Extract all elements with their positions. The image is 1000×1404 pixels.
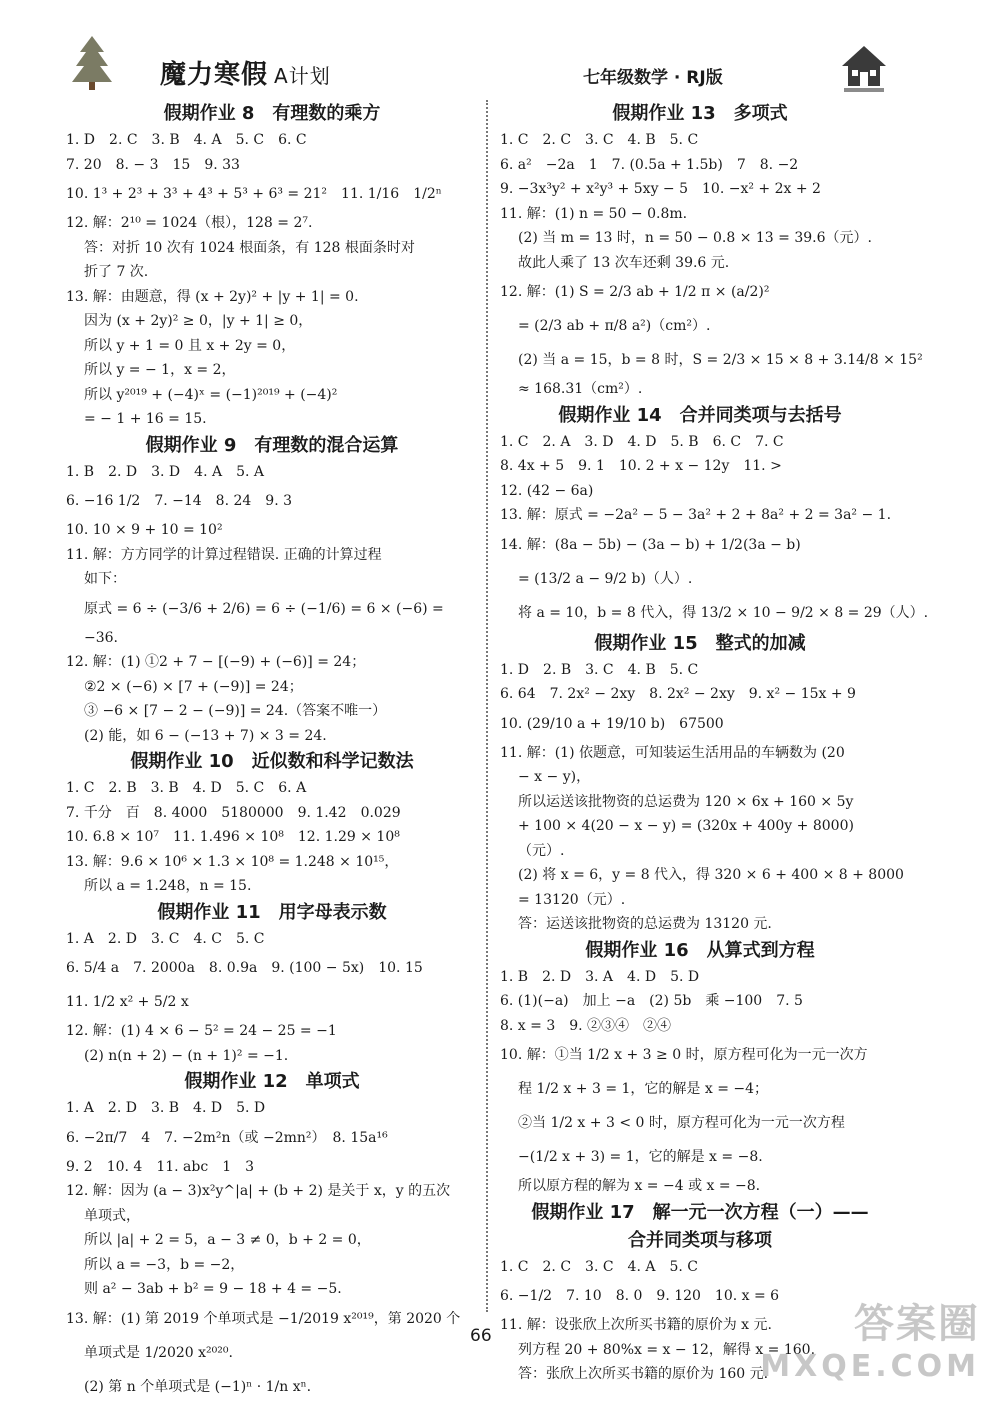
answer-line: 1. A 2. D 3. C 4. C 5. C bbox=[66, 930, 265, 947]
answer-line: 8. 4x + 5 9. 1 10. 2 + x − 12y 11. > bbox=[500, 458, 782, 474]
answer-section bbox=[66, 748, 478, 899]
answer-line: 6. 64 7. 2x² − 2xy 8. 2x² − 2xy 9. x² − 15x + 9 bbox=[500, 686, 856, 702]
brand-subtitle: A计划 bbox=[274, 64, 331, 88]
christmas-tree-icon bbox=[70, 34, 114, 92]
answer-line: 6. −1/2 7. 10 8. 0 9. 120 10. x = 6 bbox=[500, 1288, 780, 1304]
answer-line: 10. 10 × 9 + 10 = 10² bbox=[66, 522, 223, 538]
answer-line: 单项式， bbox=[84, 1207, 140, 1224]
answer-line: 将 a = 10，b = 8 代入，得 13/2 × 10 − 9/2 × 8 = 29（人）. bbox=[518, 604, 929, 621]
section-title: 假期作业 15 整式的加减 bbox=[594, 632, 806, 654]
answer-line: (2) n(n + 2) − (n + 1)² = −1. bbox=[84, 1047, 289, 1064]
answer-line: (2) 第 n 个单项式是 (−1)ⁿ · 1/n xⁿ. bbox=[84, 1378, 312, 1395]
answer-line: 1. D 2. B 3. C 4. B 5. C bbox=[500, 661, 699, 678]
answer-line: 10. 6.8 × 10⁷ 11. 1.496 × 10⁸ 12. 1.29 × 10⁸ bbox=[66, 829, 400, 845]
section-title: 假期作业 14 合并同类项与去括号 bbox=[558, 404, 842, 426]
answer-line: 答：对折 10 次有 1024 根面条，有 128 根面条时对 bbox=[84, 239, 415, 256]
section-title: 假期作业 17 解一元一次方程（一）—— 合并同类项与移项 bbox=[531, 1201, 869, 1251]
answer-line: 9. −3x³y² + x²y³ + 5xy − 5 10. −x² + 2x + 2 bbox=[500, 181, 821, 197]
answer-line: 13. 解：(1) 第 2019 个单项式是 −1/2019 x²⁰¹⁹，第 2020 个 bbox=[66, 1310, 461, 1327]
answer-line: 7. 千分 百 8. 4000 5180000 9. 1.42 0.029 bbox=[66, 804, 401, 821]
answer-line: 所以原方程的解为 x = −4 或 x = −8. bbox=[518, 1178, 761, 1194]
answer-line: ②当 1/2 x + 3 < 0 时，原方程可化为一元一次方程 bbox=[518, 1115, 845, 1131]
answer-line: 11. 解：(1) 依题意，可知装运生活用品的车辆数为 (20 bbox=[500, 744, 845, 761]
answer-line: 12. (42 − 6a) bbox=[500, 482, 594, 499]
watermark bbox=[760, 1292, 980, 1384]
answer-line: 1. D 2. C 3. B 4. A 5. C 6. C bbox=[66, 132, 307, 148]
answer-line: = 13120（元）. bbox=[518, 891, 626, 908]
answer-line: 6. −16 1/2 7. −14 8. 24 9. 3 bbox=[66, 493, 293, 509]
answer-line: 13. 解：原式 = −2a² − 5 − 3a² + 2 + 8a² + 2 = 3a² − 1. bbox=[500, 507, 892, 523]
answer-line: 故此人乘了 13 次车还剩 39.6 元. bbox=[518, 254, 730, 271]
answer-line: 11. 1/2 x² + 5/2 x bbox=[66, 994, 189, 1010]
answer-line: ③ −6 × [7 − 2 − (−9)] = 24.（答案不唯一） bbox=[84, 703, 387, 719]
answer-line: (2) 将 x = 6，y = 8 代入，得 320 × 6 + 400 × 8 + 8000 bbox=[518, 867, 904, 883]
column-divider bbox=[486, 100, 488, 1312]
answer-line: 1. C 2. C 3. C 4. B 5. C bbox=[500, 132, 699, 148]
answer-line: (2) 当 m = 13 时，n = 50 − 0.8 × 13 = 39.6（元）. bbox=[518, 230, 872, 246]
house-icon bbox=[838, 42, 890, 94]
answer-line: 因为 (x + 2y)² ≥ 0，|y + 1| ≥ 0， bbox=[84, 313, 313, 329]
answer-line: 7. 20 8. − 3 15 9. 33 bbox=[66, 156, 240, 173]
answer-section bbox=[500, 630, 904, 937]
answer-line: −36. bbox=[84, 629, 118, 646]
answer-line: 如下： bbox=[84, 571, 126, 587]
answer-line: 程 1/2 x + 3 = 1，它的解是 x = −4； bbox=[518, 1081, 769, 1097]
answer-line: 6. (1)(−a) 加上 −a (2) 5b 乘 −100 7. 5 bbox=[500, 993, 803, 1009]
answer-line: (2) 能，如 6 − (−13 + 7) × 3 = 24. bbox=[84, 727, 327, 744]
answer-line: −(1/2 x + 3) = 1，它的解是 x = −8. bbox=[518, 1149, 763, 1165]
answer-line: 11. 解：设张欣上次所买书籍的原价为 x 元. bbox=[500, 1317, 772, 1333]
section-title: 假期作业 12 单项式 bbox=[184, 1071, 360, 1092]
answer-line: 所以运送该批物资的总运费为 120 × 6x + 160 × 5y bbox=[518, 793, 854, 810]
watermark-text: 答案圈 bbox=[854, 1301, 980, 1347]
answer-line: 10. (29/10 a + 19/10 b) 67500 bbox=[500, 715, 724, 732]
answer-line: 列方程 20 + 80%x = x − 12，解得 x = 160. bbox=[518, 1341, 816, 1358]
brand-title bbox=[160, 54, 331, 91]
answer-line: 则 a² − 3ab + b² = 9 − 18 + 4 = −5. bbox=[84, 1281, 342, 1297]
answer-line: 11. 解：(1) n = 50 − 0.8m. bbox=[500, 205, 688, 222]
answer-section bbox=[66, 100, 478, 432]
answer-line: 14. 解：(8a − 5b) − (3a − b) + 1/2(3a − b) bbox=[500, 536, 801, 553]
brand-name: 魔力寒假 bbox=[160, 60, 269, 90]
answer-line: 10. 1³ + 2³ + 3³ + 4³ + 5³ + 6³ = 21² 11. 1/16 1/2ⁿ bbox=[66, 186, 442, 202]
answer-line: 所以 a = 1.248，n = 15. bbox=[84, 878, 252, 894]
answer-section bbox=[66, 899, 478, 1069]
section-title: 假期作业 16 从算式到方程 bbox=[585, 939, 815, 961]
answer-line: 所以 a = −3，b = −2， bbox=[84, 1256, 245, 1273]
answer-line: 1. A 2. D 3. B 4. D 5. D bbox=[66, 1100, 266, 1116]
answer-section bbox=[500, 937, 900, 1199]
answer-line: 1. C 2. A 3. D 4. D 5. B 6. C 7. C bbox=[500, 433, 784, 450]
answer-section bbox=[500, 100, 923, 402]
answer-line: 6. a² −2a 1 7. (0.5a + 1.5b) 7 8. −2 bbox=[500, 156, 799, 173]
answer-line: (2) 当 a = 15，b = 8 时，S = 2/3 × 15 × 8 + 3.14/8 × 15² bbox=[518, 352, 923, 368]
answer-line: 12. 解：(1) S = 2/3 ab + 1/2 π × (a/2)² bbox=[500, 284, 770, 300]
section-title: 假期作业 11 用字母表示数 bbox=[157, 901, 387, 923]
page-header bbox=[0, 0, 1000, 96]
answer-line: 所以 y + 1 = 0 且 x + 2y = 0， bbox=[84, 337, 296, 354]
answer-line: （元）. bbox=[518, 842, 565, 859]
answer-line: 1. B 2. D 3. D 4. A 5. A bbox=[66, 463, 264, 480]
answer-line: 原式 = 6 ÷ (−3/6 + 2/6) = 6 ÷ (−1/6) = 6 × (−6) = bbox=[84, 600, 444, 617]
answer-line: = (2/3 ab + π/8 a²)（cm²）. bbox=[518, 318, 711, 334]
grade-label: 七年级数学 · RJ版 bbox=[583, 68, 723, 88]
answer-line: 答：张欣上次所买书籍的原价为 160 元. bbox=[518, 1366, 769, 1382]
answer-line: 11. 解：方方同学的计算过程错误. 正确的计算过程 bbox=[66, 546, 382, 563]
left-column bbox=[66, 100, 478, 1404]
answer-line: 12. 解：因为 (a − 3)x²y^|a| + (b + 2) 是关于 x，y 的五次 bbox=[66, 1183, 451, 1199]
answer-line: = − 1 + 16 = 15. bbox=[84, 411, 207, 427]
watermark-url: MXQE.COM bbox=[760, 1349, 980, 1384]
answer-line: 1. B 2. D 3. A 4. D 5. D bbox=[500, 968, 700, 985]
answer-line: 8. x = 3 9. ②③④ ②④ bbox=[500, 1017, 672, 1034]
answer-line: 折了 7 次. bbox=[84, 264, 149, 280]
answer-line: 9. 2 10. 4 11. abc 1 3 bbox=[66, 1158, 255, 1175]
answer-line: 1. C 2. C 3. C 4. A 5. C bbox=[500, 1258, 698, 1275]
answer-line: 12. 解：2¹⁰ = 1024（根），128 = 2⁷. bbox=[66, 215, 313, 231]
answer-line: = (13/2 a − 9/2 b)（人）. bbox=[518, 570, 693, 587]
answer-section bbox=[500, 402, 929, 630]
answer-line: 1. C 2. B 3. B 4. D 5. C 6. A bbox=[66, 780, 307, 796]
answer-line: 13. 解：9.6 × 10⁶ × 1.3 × 10⁸ = 1.248 × 10¹⁵， bbox=[66, 853, 399, 870]
answer-line: + 100 × 4(20 − x − y) = (320x + 400y + 8000) bbox=[518, 818, 854, 834]
answer-line: 12. 解：(1) 4 × 6 − 5² = 24 − 25 = −1 bbox=[66, 1023, 337, 1039]
section-title: 假期作业 10 近似数和科学记数法 bbox=[130, 751, 414, 772]
section-title: 假期作业 8 有理数的乘方 bbox=[163, 103, 381, 124]
answer-line: − x − y)， bbox=[518, 769, 591, 785]
page-number: 66 bbox=[470, 1326, 492, 1346]
answer-line: ②2 × (−6) × [7 + (−9)] = 24； bbox=[84, 678, 303, 695]
answer-line: 答：运送该批物资的总运费为 13120 元. bbox=[518, 916, 772, 932]
answer-line: 12. 解：(1) ①2 + 7 − [(−9) + (−6)] = 24； bbox=[66, 654, 366, 670]
answer-line: 所以 y = − 1，x = 2， bbox=[84, 362, 236, 378]
answer-line: ≈ 168.31（cm²）. bbox=[518, 381, 643, 397]
answer-line: 10. 解：①当 1/2 x + 3 ≥ 0 时，原方程可化为一元一次方 bbox=[500, 1047, 868, 1063]
answer-line: 所以 |a| + 2 = 5，a − 3 ≠ 0，b + 2 = 0， bbox=[84, 1232, 371, 1248]
answer-line: 所以 y²⁰¹⁹ + (−4)ˣ = (−1)²⁰¹⁹ + (−4)² bbox=[84, 386, 338, 403]
answer-line: 6. 5/4 a 7. 2000a 8. 0.9a 9. (100 − 5x) 10. 15 bbox=[66, 960, 423, 976]
answer-line: 13. 解：由题意，得 (x + 2y)² + |y + 1| = 0. bbox=[66, 288, 359, 305]
section-title: 假期作业 9 有理数的混合运算 bbox=[145, 434, 399, 456]
answer-line: 6. −2π/7 4 7. −2m²n（或 −2mn²） 8. 15a¹⁶ bbox=[66, 1129, 388, 1146]
answer-line: 单项式是 1/2020 x²⁰²⁰. bbox=[84, 1344, 233, 1361]
answer-section bbox=[66, 432, 478, 749]
section-title: 假期作业 13 多项式 bbox=[612, 103, 788, 124]
answer-section bbox=[66, 1068, 478, 1404]
